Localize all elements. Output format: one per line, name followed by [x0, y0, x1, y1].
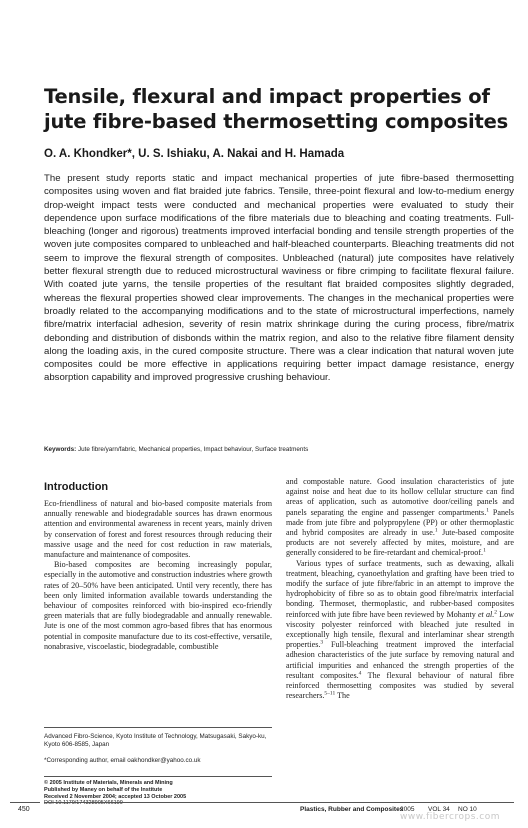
right-column — [286, 477, 514, 701]
text-span: The — [335, 691, 350, 701]
article-title: Tensile, flexural and impact properties of jute fibre-based thermosetting composites — [44, 85, 509, 133]
publisher-line: Published by Maney on behalf of the Institute — [44, 786, 163, 793]
ref-superscript: 1 — [483, 547, 486, 554]
ref-superscript: 3 — [320, 639, 324, 646]
text-span: and compostable nature. Good insulation characteristics of jute against noise and heat due to its hollow cellular structure can find areas of application, such as automotive door/ceiling panels and panels separating the engine and passenger compartments. — [286, 477, 514, 517]
right-paragraph-1 — [286, 477, 514, 559]
author-list: O. A. Khondker*, U. S. Ishiaku, A. Nakai and H. Hamada — [44, 148, 345, 160]
intro-paragraph-1: Eco-friendliness of natural and bio-based composite materials from annually renewable and biodegradable sources has drawn enormous attention and environmental awareness in recent years, mainly driven by conservation of forest and forest resources through reducing their massive usage and the need for cost reduction in raw materials, manufacture and maintenance of composites. — [44, 499, 272, 560]
affiliation: Advanced Fibro-Science, Kyoto Institute of Technology, Matsugasaki, Sakyo-ku, Kyoto 606-8585, Japan — [44, 733, 267, 749]
text-span: Low viscosity polyester reinforced with bleached jute resulted in exceptionally high tensile, flexural and interlaminar shear strength properties. — [286, 609, 515, 650]
text-span: The flexural behaviour of natural fibre reinforced thermosetting composites was studied by several researchers. — [286, 670, 514, 701]
corresponding-author: *Corresponding author, email oakhondker@yahoo.co.uk — [44, 757, 201, 764]
ref-superscript: 2 — [494, 608, 498, 615]
copyright-line: © 2005 Institute of Materials, Minerals and Mining — [44, 780, 173, 786]
et-al: et al. — [477, 609, 495, 619]
journal-issue: NO 10 — [458, 806, 477, 813]
copyright-divider — [44, 776, 272, 777]
left-column — [44, 480, 272, 652]
intro-paragraph-2: Bio-based composites are becoming increasingly popular, especially in the automotive and construction industries where growth rates of 20–50% have been anticipated. Until very recently, there has been only limited information available towards understanding the behaviour of composites reinforced with bio-inspired eco-friendly green materials that are fully biodegradable and annually renewable. Jute is one of the most common agro-based fibres that has enormous potential in composite manufacture due to its cost-effective, versatile, nonabrasive, viscoelastic, biodegradable, combustible — [44, 560, 272, 651]
text-span: Various types of surface treatments, such as dewaxing, alkali treatment, bleaching, cyanoethylation and grafting have been tried to modify the surface of jute fibre/fabric in an attempt to improve the hydrophobicity of fibre so as to obtain good fibre/matrix interfacial bonding. Thermoset, thermoplastic, and rubber-based composites reinforced with jute fibre have been reviewed by Mohanty — [286, 558, 514, 619]
keywords-label: Keywords: — [44, 446, 77, 453]
keywords — [44, 446, 514, 453]
text-span: Full-bleaching treatment improved the interfacial adhesion characteristics of the jute surface by removing natural and artificial impurities and enhanced the strength properties of the resultant composites. — [286, 640, 514, 680]
text-span: Jute-based composite products are not severely affected by mites, moisture, and are generally considered to be fire-retardant and chemical-proof. — [286, 528, 514, 558]
ref-superscript: 4 — [358, 670, 362, 677]
journal-name: Plastics, Rubber and Composites — [300, 806, 404, 813]
keywords-list: Jute fibre/yarn/fabric, Mechanical properties, Impact behaviour, Surface treatments — [77, 446, 309, 453]
footer-rule — [44, 802, 514, 803]
journal-volume: VOL 34 — [428, 806, 450, 813]
watermark: www.fibercrops.com — [400, 812, 500, 822]
doi-line: DOI 10.1179/174328905X66199 — [44, 800, 123, 807]
right-paragraph-2 — [286, 559, 514, 702]
received-line: Received 2 November 2004; accepted 13 October 2005 — [44, 793, 187, 800]
ref-superscript: 1 — [434, 527, 438, 534]
section-heading-introduction: Introduction — [44, 481, 109, 493]
abstract: The present study reports static and impact mechanical properties of jute fibre-based thermosetting composites using woven and flat braided jute fabrics. Tensile, three-point flexural and low-to-medium energy drop-weight impact tests were conducted and mechanical properties were evaluated to study their dependence upon surface modifications of the fibre materials due to bleaching and coating treatments. Full-bleaching (longer and rigorous) treatments improved interfacial bonding and tensile strength properties of the woven jute composites compared to unbleached and half-bleached counterparts. Bleaching treatments did not seem to improve the flexural strength of composites. Unbleached (natural) jute composites have relatively better flexural strength due to reduced microstructural waviness or fibre crimping to facilitate flexural failure. With coated jute yarns, the tensile properties of the resultant flat braided composites slightly degraded, whereas the flexural properties showed clear improvements. The changes in the mechanical properties were broadly related to the accompanying modifications and to the state of microstructural imperfections, namely fibre/matrix interfacial adhesion, severity of resin matrix shrinkage during the curing process, fibre/matrix debonding and distribution of disbonds within the matrix region, and also to the relative fibre filament density along the loading axis, in the cured composite structure. There was a clear indication that natural woven jute composites could be more effective in applications requiring better impact damage resistance, energy absorption capability and improved progressive crushing behaviour. — [44, 173, 514, 384]
copyright-block — [44, 780, 272, 807]
footnote-divider — [44, 727, 272, 728]
ref-superscript: 5–11 — [324, 690, 336, 697]
page-number: 450 — [18, 806, 30, 813]
footer-rule-left — [10, 802, 40, 803]
ref-superscript: 1 — [486, 506, 489, 513]
text-span: Panels made from jute fibre and polypropylene (PP) or other thermoplastic and hybrid composites are already in use. — [286, 507, 515, 538]
journal-year: 2005 — [400, 806, 415, 813]
